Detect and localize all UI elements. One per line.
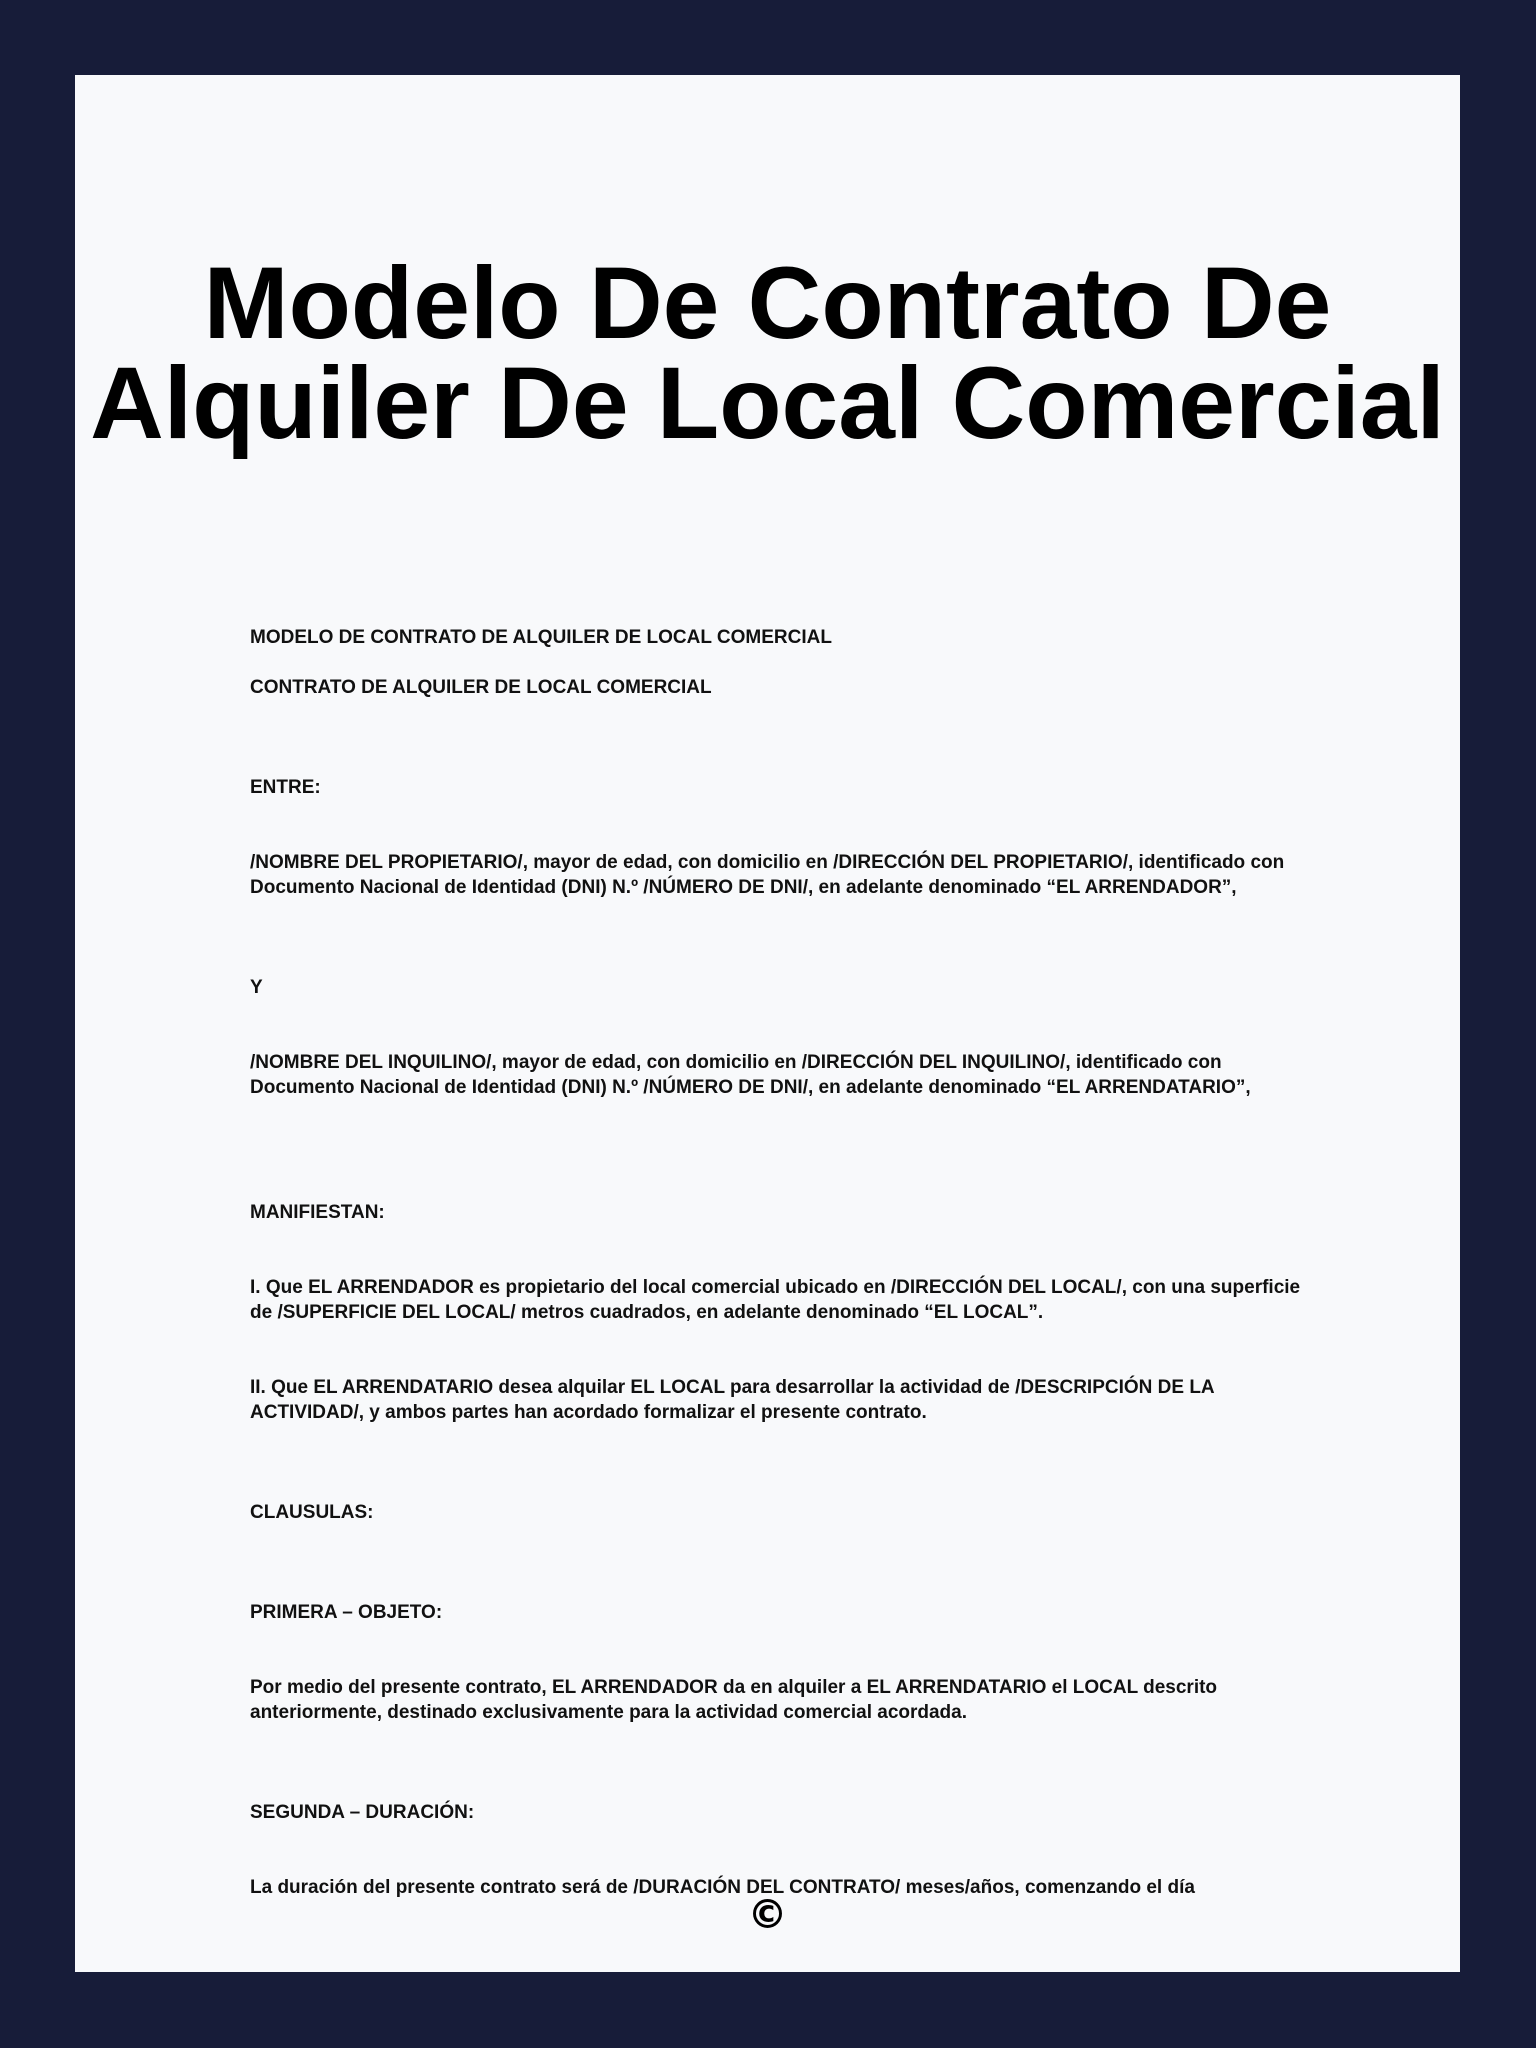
copyright-icon: ©: [747, 1892, 788, 1938]
label-clausulas: CLAUSULAS:: [250, 1502, 374, 1523]
heading-segunda: SEGUNDA – DURACIÓN:: [250, 1802, 475, 1823]
heading-model: MODELO DE CONTRATO DE ALQUILER DE LOCAL COMERCIAL: [250, 627, 832, 648]
heading-primera: PRIMERA – OBJETO:: [250, 1602, 443, 1623]
paragraph-arrendatario: /NOMBRE DEL INQUILINO/, mayor de edad, con domicilio en /DIRECCIÓN DEL INQUILINO/, identificado con Documento Nacional de Identidad (DNI) N.º /NÚMERO DE DNI/, en adelante denominado “EL ARRENDATARIO”,: [250, 1052, 1251, 1098]
title-line-2: Alquiler De Local Comercial: [90, 346, 1445, 460]
paragraph-primera: Por medio del presente contrato, EL ARRENDADOR da en alquiler a EL ARRENDATARIO el LOCAL descrito anteriormente, destinado exclusivamente para la actividad comercial acordada.: [250, 1677, 1218, 1723]
label-y: Y: [250, 977, 263, 998]
label-manifiestan: MANIFIESTAN:: [250, 1202, 385, 1223]
document-page: [75, 75, 1460, 1972]
paragraph-manifiesto-1: I. Que EL ARRENDADOR es propietario del local comercial ubicado en /DIRECCIÓN DEL LOCAL/, con una superficie de /SUPERFICIE DEL LOCAL/ metros cuadrados, en adelante denominado “EL LOCAL”.: [250, 1277, 1301, 1323]
paragraph-arrendador: /NOMBRE DEL PROPIETARIO/, mayor de edad, con domicilio en /DIRECCIÓN DEL PROPIETARIO/, identificado con Documento Nacional de Identidad (DNI) N.º /NÚMERO DE DNI/, en adelante denominado “EL ARRENDADOR”,: [250, 852, 1285, 898]
title-line-1: Modelo De Contrato De: [203, 246, 1332, 360]
document-title: [75, 246, 1460, 460]
heading-contract: CONTRATO DE ALQUILER DE LOCAL COMERCIAL: [250, 677, 712, 698]
paragraph-segunda: La duración del presente contrato será de /DURACIÓN DEL CONTRATO/ meses/años, comenzando el día: [250, 1877, 1195, 1898]
paragraph-manifiesto-2: II. Que EL ARRENDATARIO desea alquilar EL LOCAL para desarrollar la actividad de /DESCRIPCIÓN DE LA ACTIVIDAD/, y ambos partes han acordado formalizar el presente contrato.: [250, 1377, 1214, 1423]
label-entre: ENTRE:: [250, 777, 321, 798]
